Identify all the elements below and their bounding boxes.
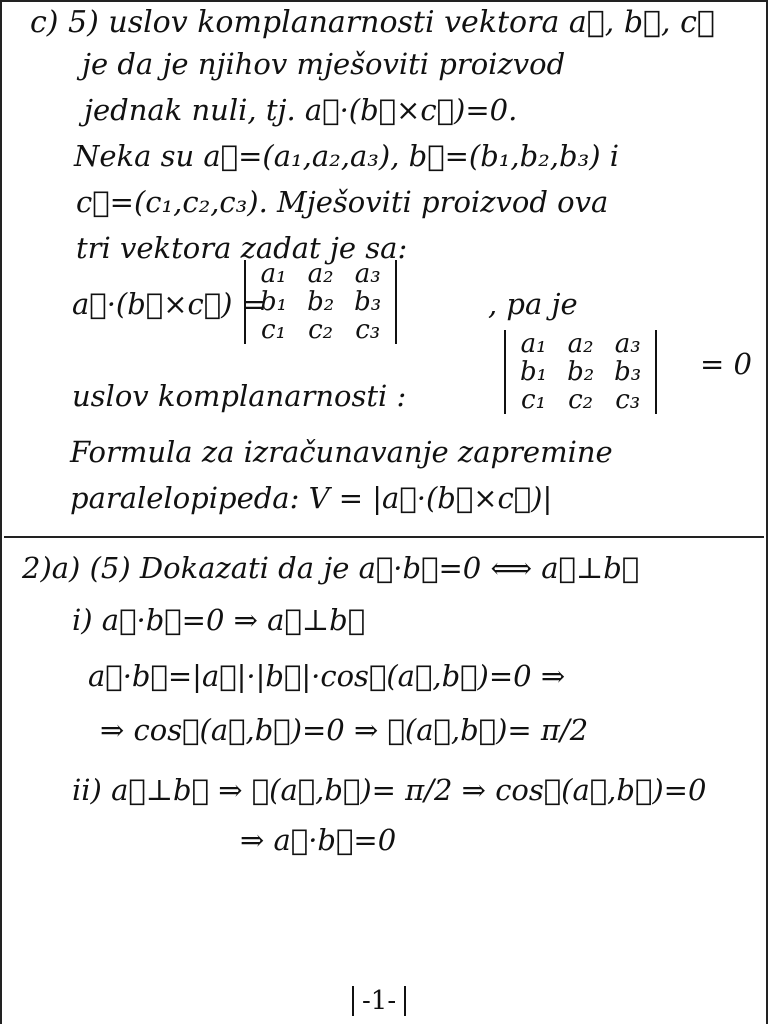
volume-formula-line1: Formula za izračunavanje zapremine <box>70 435 613 469</box>
det2-cell: a₂ <box>567 329 594 359</box>
det2-cell: b₁ <box>520 357 548 387</box>
det2-cell: b₂ <box>567 357 595 387</box>
coplanarity-rhs: = 0 <box>700 347 752 381</box>
section-c-line3: jednak nuli, tj. a⃗·(b⃗×c⃗)=0. <box>84 93 518 127</box>
section-2a-title: 2)a) (5) Dokazati da je a⃗·b⃗=0 ⟺ a⃗⊥b⃗ <box>22 551 640 585</box>
det2-cell: c₂ <box>568 385 594 415</box>
det1-cell: b₃ <box>354 287 382 317</box>
determinant-2-table <box>510 330 651 414</box>
section-c-line6: tri vektora zadat je sa: <box>76 231 408 265</box>
determinant-1-table <box>250 260 391 344</box>
det2-cell: c₃ <box>615 385 641 415</box>
volume-formula-line2: paralelopipeda: V = |a⃗·(b⃗×c⃗)| <box>70 481 553 515</box>
triple-product-lhs: a⃗·(b⃗×c⃗) = <box>72 287 266 321</box>
section-divider <box>4 536 764 538</box>
det2-cell: b₃ <box>614 357 642 387</box>
section-c-line2: je da je njihov mješoviti proizvod <box>82 47 566 81</box>
page-number: -1- <box>352 986 406 1016</box>
det2-cell: a₃ <box>614 329 641 359</box>
determinant-1 <box>240 260 401 344</box>
det1-cell: c₂ <box>308 315 334 345</box>
pa-je-text: , pa je <box>488 287 578 321</box>
det1-cell: c₁ <box>261 315 287 345</box>
determinant-2 <box>500 330 661 414</box>
det1-cell: a₂ <box>307 259 334 289</box>
section-c-line5: c⃗=(c₁,c₂,c₃). Mješoviti proizvod ova <box>76 185 609 219</box>
coplanarity-label: uslov komplanarnosti : <box>72 379 407 413</box>
det1-cell: a₃ <box>354 259 381 289</box>
det1-cell: c₃ <box>355 315 381 345</box>
step-i: i) a⃗·b⃗=0 ⇒ a⃗⊥b⃗ <box>72 603 366 637</box>
det2-cell: a₁ <box>520 329 547 359</box>
det2-cell: c₁ <box>521 385 547 415</box>
step-ii-line1: ⇒ a⃗·b⃗=0 <box>240 823 397 857</box>
step-i-line2: ⇒ cos∢(a⃗,b⃗)=0 ⇒ ∢(a⃗,b⃗)= π/2 <box>100 713 589 747</box>
section-c-line1: c) 5) uslov komplanarnosti vektora a⃗, b⃗, c⃗ <box>30 5 715 40</box>
step-i-line1: a⃗·b⃗=|a⃗|·|b⃗|·cos∢(a⃗,b⃗)=0 ⇒ <box>88 659 566 693</box>
det1-cell: b₂ <box>307 287 335 317</box>
det1-cell: a₁ <box>260 259 287 289</box>
step-ii: ii) a⃗⊥b⃗ ⇒ ∢(a⃗,b⃗)= π/2 ⇒ cos∢(a⃗,b⃗)=0 <box>72 773 707 807</box>
det1-cell: b₁ <box>260 287 288 317</box>
section-c-line4: Neka su a⃗=(a₁,a₂,a₃), b⃗=(b₁,b₂,b₃) i <box>74 139 620 173</box>
